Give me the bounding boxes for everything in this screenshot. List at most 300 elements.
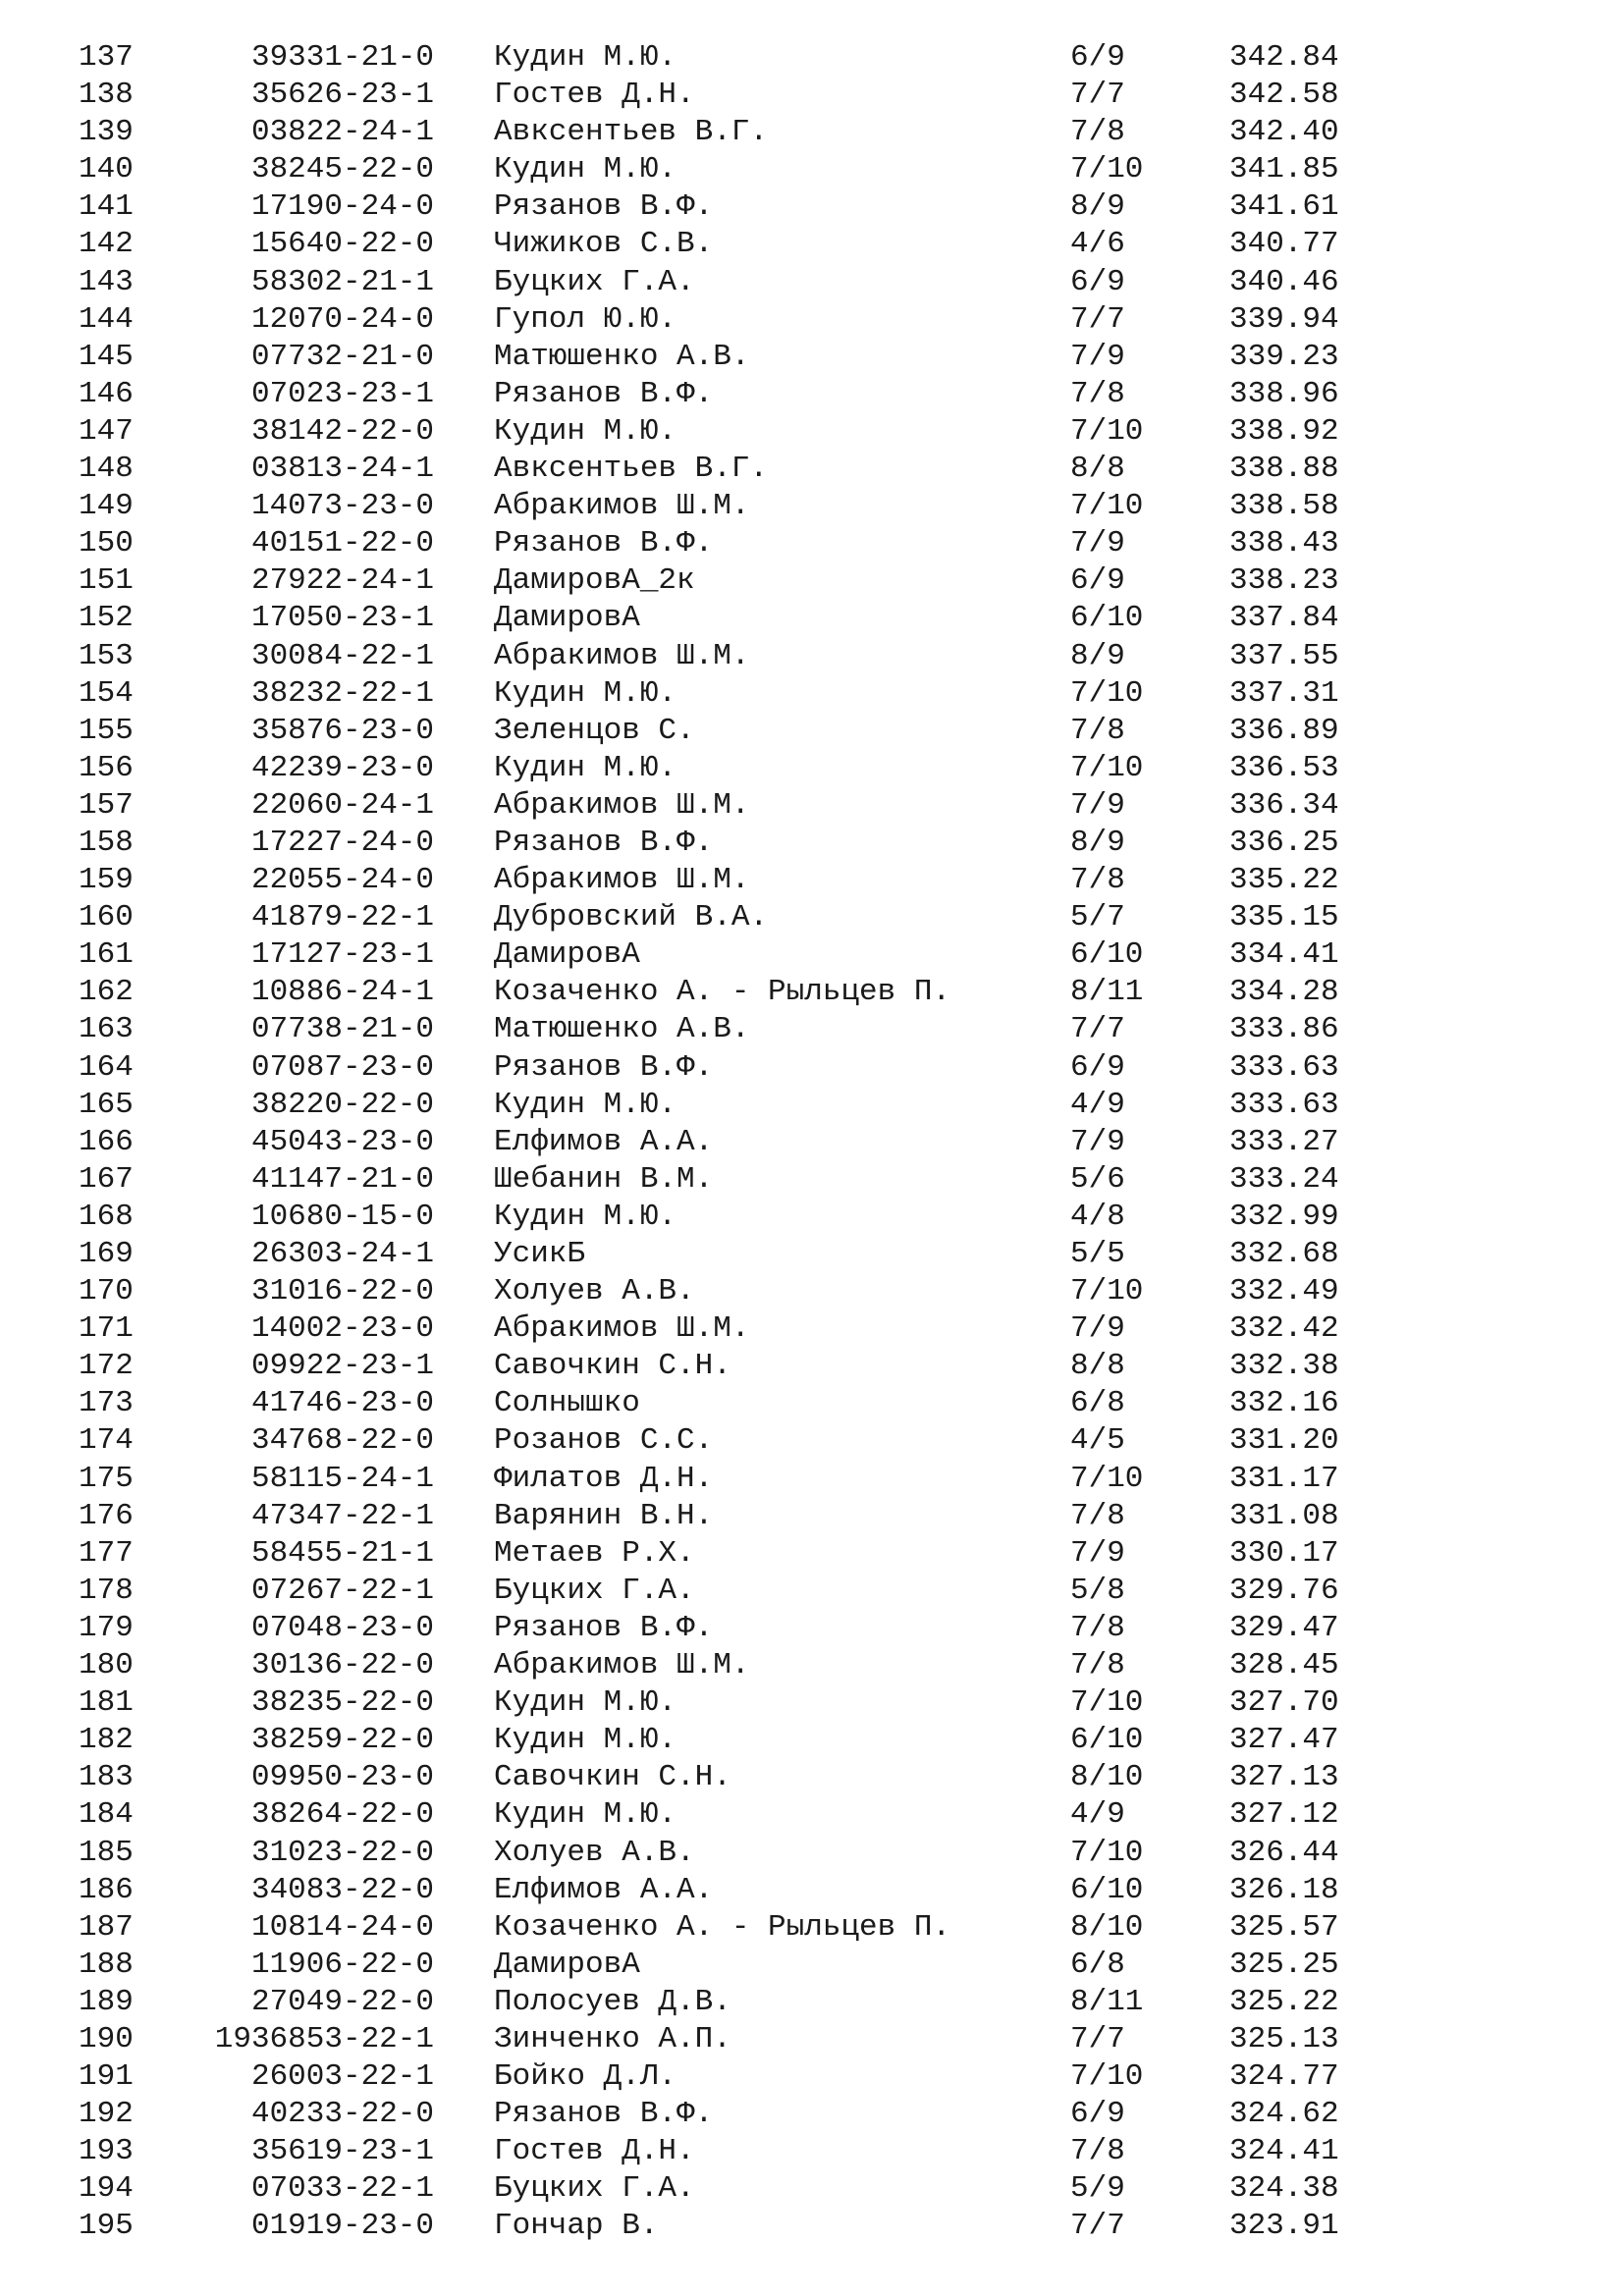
ratio-cell: 7/8 <box>1070 115 1125 150</box>
row-number-cell: 139 <box>79 115 134 150</box>
table-row <box>0 1872 1624 1909</box>
ratio-cell: 8/10 <box>1070 1909 1144 1945</box>
score-cell: 335.15 <box>1229 900 1339 935</box>
owner-name-cell: Рязанов В.Ф. <box>494 376 714 411</box>
table-row <box>0 114 1624 151</box>
ratio-cell: 5/6 <box>1070 1161 1125 1197</box>
score-cell: 333.24 <box>1229 1161 1339 1197</box>
table-row <box>0 1984 1624 2021</box>
pigeon-code-cell: 07087-23-0 <box>250 1049 434 1085</box>
score-cell: 332.68 <box>1229 1237 1339 1271</box>
score-cell: 338.92 <box>1229 413 1339 449</box>
ratio-cell: 5/9 <box>1070 2171 1125 2207</box>
row-number-cell: 151 <box>79 563 134 599</box>
score-cell: 341.61 <box>1229 189 1339 225</box>
owner-name-cell: Абракимов Ш.М. <box>494 489 750 524</box>
owner-name-cell: Авксентьев В.Г. <box>494 452 769 487</box>
table-row <box>0 1909 1624 1947</box>
table-row <box>0 376 1624 413</box>
table-row <box>0 750 1624 787</box>
row-number-cell: 189 <box>79 1984 134 2019</box>
pigeon-code-cell: 34083-22-0 <box>250 1872 434 1907</box>
pigeon-code-cell: 35619-23-1 <box>250 2134 434 2169</box>
pigeon-code-cell: 39331-21-0 <box>250 40 434 75</box>
pigeon-code-cell: 40151-22-0 <box>250 526 434 561</box>
ratio-cell: 5/5 <box>1070 1237 1125 1271</box>
score-cell: 338.58 <box>1229 489 1339 524</box>
owner-name-cell: Рязанов В.Ф. <box>494 189 714 225</box>
pigeon-code-cell: 31016-22-0 <box>250 1274 434 1309</box>
pigeon-code-cell: 1936853-22-1 <box>214 2021 434 2056</box>
pigeon-code-cell: 27049-22-0 <box>250 1984 434 2019</box>
row-number-cell: 148 <box>79 452 134 487</box>
row-number-cell: 185 <box>79 1835 134 1870</box>
score-cell: 337.55 <box>1229 638 1339 673</box>
row-number-cell: 150 <box>79 526 134 561</box>
pigeon-code-cell: 40233-22-0 <box>250 2097 434 2132</box>
pigeon-code-cell: 47347-22-1 <box>250 1498 434 1533</box>
ratio-cell: 7/9 <box>1070 1535 1125 1571</box>
row-number-cell: 192 <box>79 2097 134 2132</box>
row-number-cell: 184 <box>79 1797 134 1833</box>
ratio-cell: 7/9 <box>1070 1124 1125 1159</box>
score-cell: 337.84 <box>1229 601 1339 636</box>
pigeon-code-cell: 12070-24-0 <box>250 301 434 337</box>
ratio-cell: 6/10 <box>1070 601 1144 636</box>
score-cell: 341.85 <box>1229 152 1339 187</box>
ratio-cell: 7/8 <box>1070 1648 1125 1683</box>
owner-name-cell: Гончар В. <box>494 2209 659 2244</box>
owner-name-cell: Абракимов Ш.М. <box>494 1311 750 1347</box>
score-cell: 342.84 <box>1229 40 1339 75</box>
table-row <box>0 899 1624 936</box>
owner-name-cell: Филатов Д.Н. <box>494 1461 714 1496</box>
row-number-cell: 138 <box>79 78 134 113</box>
owner-name-cell: Елфимов А.А. <box>494 1124 714 1159</box>
row-number-cell: 157 <box>79 787 134 823</box>
owner-name-cell: Кудин М.Ю. <box>494 1723 677 1758</box>
ratio-cell: 7/10 <box>1070 489 1144 524</box>
pigeon-code-cell: 14073-23-0 <box>250 489 434 524</box>
ratio-cell: 8/9 <box>1070 189 1125 225</box>
pigeon-code-cell: 41879-22-1 <box>250 900 434 935</box>
pigeon-code-cell: 45043-23-0 <box>250 1124 434 1159</box>
score-cell: 329.76 <box>1229 1573 1339 1608</box>
owner-name-cell: Кудин М.Ю. <box>494 1199 677 1234</box>
ratio-cell: 5/7 <box>1070 900 1125 935</box>
table-row <box>0 413 1624 451</box>
table-row <box>0 451 1624 488</box>
row-number-cell: 190 <box>79 2021 134 2056</box>
table-row <box>0 1310 1624 1348</box>
pigeon-code-cell: 38235-22-0 <box>250 1685 434 1721</box>
results-table <box>0 39 1624 2246</box>
ratio-cell: 8/8 <box>1070 1349 1125 1384</box>
table-row <box>0 301 1624 339</box>
pigeon-code-cell: 11906-22-0 <box>250 1947 434 1982</box>
ratio-cell: 8/9 <box>1070 638 1125 673</box>
row-number-cell: 194 <box>79 2171 134 2207</box>
score-cell: 333.63 <box>1229 1049 1339 1085</box>
ratio-cell: 6/9 <box>1070 264 1125 299</box>
table-row <box>0 1161 1624 1199</box>
ratio-cell: 7/8 <box>1070 1610 1125 1645</box>
score-cell: 342.40 <box>1229 115 1339 150</box>
pigeon-code-cell: 07267-22-1 <box>250 1573 434 1608</box>
ratio-cell: 6/10 <box>1070 1723 1144 1758</box>
ratio-cell: 6/10 <box>1070 1872 1144 1907</box>
ratio-cell: 7/9 <box>1070 1311 1125 1347</box>
ratio-cell: 6/9 <box>1070 40 1125 75</box>
owner-name-cell: Бойко Д.Л. <box>494 2059 677 2095</box>
pigeon-code-cell: 41746-23-0 <box>250 1386 434 1421</box>
table-row <box>0 1011 1624 1048</box>
owner-name-cell: Савочкин С.Н. <box>494 1349 731 1384</box>
table-row <box>0 825 1624 862</box>
score-cell: 332.42 <box>1229 1311 1339 1347</box>
row-number-cell: 168 <box>79 1199 134 1234</box>
pigeon-code-cell: 27922-24-1 <box>250 563 434 599</box>
pigeon-code-cell: 07048-23-0 <box>250 1610 434 1645</box>
table-row <box>0 2170 1624 2208</box>
score-cell: 339.23 <box>1229 339 1339 374</box>
table-row <box>0 974 1624 1011</box>
row-number-cell: 171 <box>79 1311 134 1347</box>
ratio-cell: 7/10 <box>1070 750 1144 785</box>
row-number-cell: 174 <box>79 1423 134 1459</box>
pigeon-code-cell: 38232-22-1 <box>250 675 434 711</box>
owner-name-cell: Гостев Д.Н. <box>494 78 695 113</box>
owner-name-cell: Рязанов В.Ф. <box>494 2097 714 2132</box>
score-cell: 331.17 <box>1229 1461 1339 1496</box>
table-row <box>0 1573 1624 1610</box>
row-number-cell: 137 <box>79 40 134 75</box>
owner-name-cell: Абракимов Ш.М. <box>494 638 750 673</box>
owner-name-cell: Кудин М.Ю. <box>494 1797 677 1833</box>
score-cell: 325.57 <box>1229 1909 1339 1945</box>
score-cell: 332.16 <box>1229 1386 1339 1421</box>
row-number-cell: 180 <box>79 1648 134 1683</box>
score-cell: 330.17 <box>1229 1535 1339 1571</box>
pigeon-code-cell: 34768-22-0 <box>250 1423 434 1459</box>
ratio-cell: 7/8 <box>1070 713 1125 748</box>
table-row <box>0 713 1624 750</box>
row-number-cell: 158 <box>79 825 134 860</box>
pigeon-code-cell: 26303-24-1 <box>250 1237 434 1271</box>
ratio-cell: 7/8 <box>1070 376 1125 411</box>
row-number-cell: 140 <box>79 152 134 187</box>
pigeon-code-cell: 41147-21-0 <box>250 1161 434 1197</box>
table-row <box>0 2208 1624 2245</box>
owner-name-cell: Кудин М.Ю. <box>494 675 677 711</box>
owner-name-cell: Буцких Г.А. <box>494 1573 695 1608</box>
row-number-cell: 142 <box>79 227 134 262</box>
table-row <box>0 1535 1624 1573</box>
owner-name-cell: Холуев А.В. <box>494 1835 695 1870</box>
table-row <box>0 787 1624 825</box>
table-row <box>0 188 1624 226</box>
pigeon-code-cell: 10814-24-0 <box>250 1909 434 1945</box>
row-number-cell: 145 <box>79 339 134 374</box>
row-number-cell: 178 <box>79 1573 134 1608</box>
row-number-cell: 177 <box>79 1535 134 1571</box>
ratio-cell: 7/7 <box>1070 78 1125 113</box>
row-number-cell: 163 <box>79 1012 134 1047</box>
pigeon-code-cell: 38142-22-0 <box>250 413 434 449</box>
owner-name-cell: Зинченко А.П. <box>494 2021 731 2056</box>
owner-name-cell: Кудин М.Ю. <box>494 750 677 785</box>
table-row <box>0 1835 1624 1872</box>
score-cell: 327.13 <box>1229 1760 1339 1795</box>
table-row <box>0 936 1624 974</box>
table-row <box>0 1498 1624 1535</box>
ratio-cell: 8/9 <box>1070 825 1125 860</box>
score-cell: 323.91 <box>1229 2209 1339 2244</box>
table-row <box>0 226 1624 263</box>
score-cell: 329.47 <box>1229 1610 1339 1645</box>
pigeon-code-cell: 35626-23-1 <box>250 78 434 113</box>
row-number-cell: 179 <box>79 1610 134 1645</box>
ratio-cell: 7/10 <box>1070 1835 1144 1870</box>
owner-name-cell: Гупол Ю.Ю. <box>494 301 677 337</box>
score-cell: 332.99 <box>1229 1199 1339 1234</box>
table-row <box>0 264 1624 301</box>
row-number-cell: 162 <box>79 975 134 1010</box>
ratio-cell: 7/10 <box>1070 413 1144 449</box>
ratio-cell: 7/10 <box>1070 675 1144 711</box>
score-cell: 333.27 <box>1229 1124 1339 1159</box>
owner-name-cell: Абракимов Ш.М. <box>494 1648 750 1683</box>
score-cell: 338.23 <box>1229 563 1339 599</box>
table-row <box>0 1610 1624 1647</box>
ratio-cell: 7/10 <box>1070 1461 1144 1496</box>
pigeon-code-cell: 35876-23-0 <box>250 713 434 748</box>
score-cell: 338.43 <box>1229 526 1339 561</box>
owner-name-cell: Кудин М.Ю. <box>494 1685 677 1721</box>
ratio-cell: 8/8 <box>1070 452 1125 487</box>
owner-name-cell: Козаченко А. - Рыльцев П. <box>494 975 951 1010</box>
pigeon-code-cell: 03822-24-1 <box>250 115 434 150</box>
score-cell: 336.25 <box>1229 825 1339 860</box>
pigeon-code-cell: 17050-23-1 <box>250 601 434 636</box>
score-cell: 336.34 <box>1229 787 1339 823</box>
row-number-cell: 167 <box>79 1161 134 1197</box>
table-row <box>0 562 1624 600</box>
table-row <box>0 1947 1624 1984</box>
owner-name-cell: Савочкин С.Н. <box>494 1760 731 1795</box>
owner-name-cell: УсикБ <box>494 1237 586 1271</box>
table-row <box>0 2058 1624 2096</box>
pigeon-code-cell: 07738-21-0 <box>250 1012 434 1047</box>
pigeon-code-cell: 03813-24-1 <box>250 452 434 487</box>
table-row <box>0 1049 1624 1087</box>
pigeon-code-cell: 15640-22-0 <box>250 227 434 262</box>
ratio-cell: 7/10 <box>1070 152 1144 187</box>
pigeon-code-cell: 17190-24-0 <box>250 189 434 225</box>
row-number-cell: 170 <box>79 1274 134 1309</box>
ratio-cell: 4/6 <box>1070 227 1125 262</box>
ratio-cell: 8/10 <box>1070 1760 1144 1795</box>
score-cell: 324.41 <box>1229 2134 1339 2169</box>
pigeon-code-cell: 22060-24-1 <box>250 787 434 823</box>
owner-name-cell: Дубровский В.А. <box>494 900 769 935</box>
ratio-cell: 7/9 <box>1070 339 1125 374</box>
ratio-cell: 7/7 <box>1070 2021 1125 2056</box>
score-cell: 327.47 <box>1229 1723 1339 1758</box>
table-row <box>0 39 1624 77</box>
ratio-cell: 7/10 <box>1070 2059 1144 2095</box>
ratio-cell: 8/11 <box>1070 1984 1144 2019</box>
ratio-cell: 7/9 <box>1070 526 1125 561</box>
pigeon-code-cell: 09950-23-0 <box>250 1760 434 1795</box>
row-number-cell: 191 <box>79 2059 134 2095</box>
pigeon-code-cell: 10680-15-0 <box>250 1199 434 1234</box>
score-cell: 324.62 <box>1229 2097 1339 2132</box>
ratio-cell: 6/9 <box>1070 1049 1125 1085</box>
owner-name-cell: Буцких Г.А. <box>494 264 695 299</box>
row-number-cell: 160 <box>79 900 134 935</box>
owner-name-cell: Кудин М.Ю. <box>494 152 677 187</box>
row-number-cell: 181 <box>79 1685 134 1721</box>
pigeon-code-cell: 42239-23-0 <box>250 750 434 785</box>
ratio-cell: 6/8 <box>1070 1947 1125 1982</box>
score-cell: 338.88 <box>1229 452 1339 487</box>
owner-name-cell: ДамировА <box>494 601 640 636</box>
score-cell: 327.12 <box>1229 1797 1339 1833</box>
owner-name-cell: Матюшенко А.В. <box>494 1012 750 1047</box>
table-row <box>0 2096 1624 2133</box>
table-row <box>0 638 1624 675</box>
table-row <box>0 1461 1624 1498</box>
table-row <box>0 1796 1624 1834</box>
owner-name-cell: Елфимов А.А. <box>494 1872 714 1907</box>
row-number-cell: 153 <box>79 638 134 673</box>
table-row <box>0 1124 1624 1161</box>
owner-name-cell: Рязанов В.Ф. <box>494 1049 714 1085</box>
score-cell: 339.94 <box>1229 301 1339 337</box>
score-cell: 338.96 <box>1229 376 1339 411</box>
pigeon-code-cell: 07732-21-0 <box>250 339 434 374</box>
table-row <box>0 862 1624 899</box>
score-cell: 331.08 <box>1229 1498 1339 1533</box>
ratio-cell: 7/7 <box>1070 2209 1125 2244</box>
pigeon-code-cell: 38245-22-0 <box>250 152 434 187</box>
owner-name-cell: Чижиков С.В. <box>494 227 714 262</box>
table-row <box>0 1722 1624 1759</box>
ratio-cell: 4/5 <box>1070 1423 1125 1459</box>
row-number-cell: 182 <box>79 1723 134 1758</box>
row-number-cell: 144 <box>79 301 134 337</box>
row-number-cell: 161 <box>79 937 134 973</box>
row-number-cell: 156 <box>79 750 134 785</box>
score-cell: 336.53 <box>1229 750 1339 785</box>
owner-name-cell: Кудин М.Ю. <box>494 413 677 449</box>
owner-name-cell: Матюшенко А.В. <box>494 339 750 374</box>
row-number-cell: 166 <box>79 1124 134 1159</box>
pigeon-code-cell: 17127-23-1 <box>250 937 434 973</box>
table-row <box>0 600 1624 637</box>
owner-name-cell: Рязанов В.Ф. <box>494 526 714 561</box>
owner-name-cell: Солнышко <box>494 1386 640 1421</box>
row-number-cell: 188 <box>79 1947 134 1982</box>
ratio-cell: 8/11 <box>1070 975 1144 1010</box>
table-row <box>0 2133 1624 2170</box>
score-cell: 328.45 <box>1229 1648 1339 1683</box>
score-cell: 340.46 <box>1229 264 1339 299</box>
score-cell: 334.28 <box>1229 975 1339 1010</box>
score-cell: 334.41 <box>1229 937 1339 973</box>
row-number-cell: 169 <box>79 1237 134 1271</box>
ratio-cell: 7/8 <box>1070 2134 1125 2169</box>
pigeon-code-cell: 30136-22-0 <box>250 1648 434 1683</box>
score-cell: 333.63 <box>1229 1087 1339 1122</box>
owner-name-cell: Розанов С.С. <box>494 1423 714 1459</box>
ratio-cell: 7/10 <box>1070 1685 1144 1721</box>
score-cell: 325.13 <box>1229 2021 1339 2056</box>
pigeon-code-cell: 38220-22-0 <box>250 1087 434 1122</box>
score-cell: 337.31 <box>1229 675 1339 711</box>
score-cell: 340.77 <box>1229 227 1339 262</box>
ratio-cell: 7/7 <box>1070 301 1125 337</box>
score-cell: 324.38 <box>1229 2171 1339 2207</box>
owner-name-cell: Варянин В.Н. <box>494 1498 714 1533</box>
pigeon-code-cell: 22055-24-0 <box>250 863 434 898</box>
owner-name-cell: Полосуев Д.В. <box>494 1984 731 2019</box>
table-row <box>0 1422 1624 1460</box>
owner-name-cell: Кудин М.Ю. <box>494 40 677 75</box>
pigeon-code-cell: 10886-24-1 <box>250 975 434 1010</box>
score-cell: 332.49 <box>1229 1274 1339 1309</box>
owner-name-cell: ДамировА <box>494 1947 640 1982</box>
ratio-cell: 7/10 <box>1070 1274 1144 1309</box>
ratio-cell: 7/8 <box>1070 863 1125 898</box>
table-row <box>0 1759 1624 1796</box>
row-number-cell: 155 <box>79 713 134 748</box>
row-number-cell: 143 <box>79 264 134 299</box>
owner-name-cell: Авксентьев В.Г. <box>494 115 769 150</box>
row-number-cell: 149 <box>79 489 134 524</box>
pigeon-code-cell: 09922-23-1 <box>250 1349 434 1384</box>
owner-name-cell: Абракимов Ш.М. <box>494 787 750 823</box>
pigeon-code-cell: 17227-24-0 <box>250 825 434 860</box>
pigeon-code-cell: 58302-21-1 <box>250 264 434 299</box>
row-number-cell: 164 <box>79 1049 134 1085</box>
row-number-cell: 193 <box>79 2134 134 2169</box>
score-cell: 333.86 <box>1229 1012 1339 1047</box>
row-number-cell: 172 <box>79 1349 134 1384</box>
owner-name-cell: Буцких Г.А. <box>494 2171 695 2207</box>
ratio-cell: 6/9 <box>1070 563 1125 599</box>
ratio-cell: 4/9 <box>1070 1797 1125 1833</box>
pigeon-code-cell: 07023-23-1 <box>250 376 434 411</box>
owner-name-cell: Кудин М.Ю. <box>494 1087 677 1122</box>
pigeon-code-cell: 58115-24-1 <box>250 1461 434 1496</box>
score-cell: 332.38 <box>1229 1349 1339 1384</box>
table-row <box>0 151 1624 188</box>
ratio-cell: 6/9 <box>1070 2097 1125 2132</box>
table-row <box>0 1647 1624 1684</box>
score-cell: 325.25 <box>1229 1947 1339 1982</box>
row-number-cell: 159 <box>79 863 134 898</box>
row-number-cell: 175 <box>79 1461 134 1496</box>
table-row <box>0 525 1624 562</box>
owner-name-cell: Козаченко А. - Рыльцев П. <box>494 1909 951 1945</box>
score-cell: 335.22 <box>1229 863 1339 898</box>
ratio-cell: 4/8 <box>1070 1199 1125 1234</box>
row-number-cell: 183 <box>79 1760 134 1795</box>
ratio-cell: 4/9 <box>1070 1087 1125 1122</box>
score-cell: 336.89 <box>1229 713 1339 748</box>
